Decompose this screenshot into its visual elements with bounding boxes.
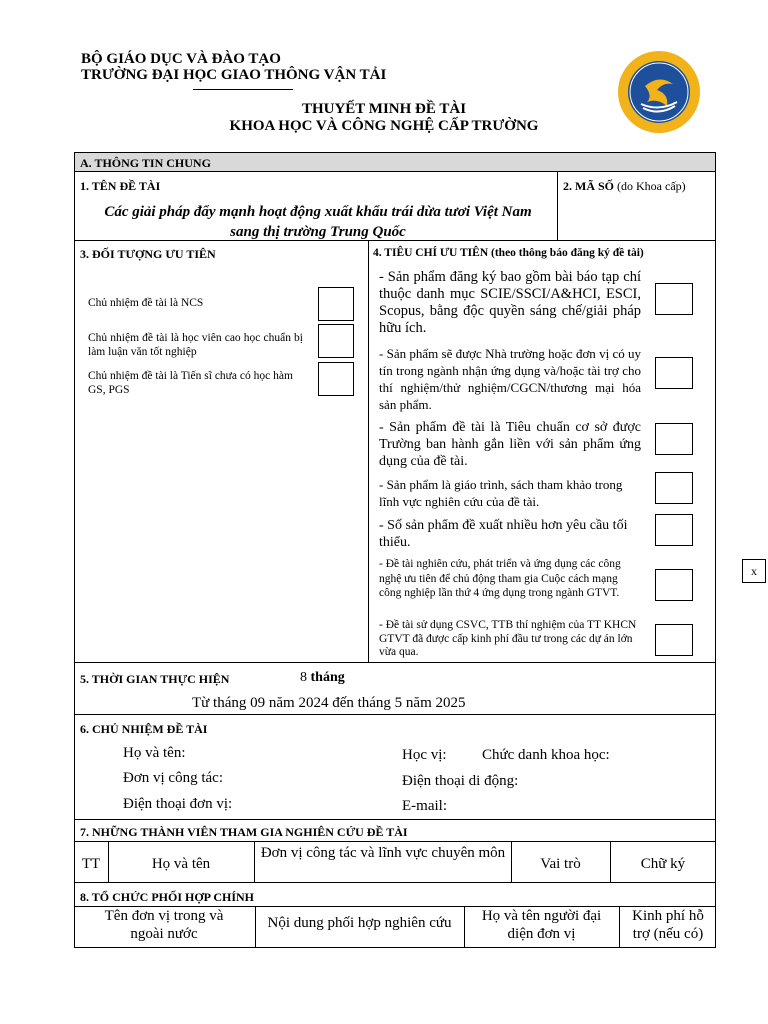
university-name: TRƯỜNG ĐẠI HỌC GIAO THÔNG VẬN TẢI (81, 67, 387, 83)
leader-label: 6. CHỦ NHIỆM ĐỀ TÀI (80, 722, 208, 736)
members-col-tt: TT (81, 856, 101, 872)
criteria-3-checkbox[interactable] (655, 423, 693, 455)
criteria-2-checkbox[interactable] (655, 357, 693, 389)
duration-unit: tháng (310, 670, 345, 685)
priority-target-2: Chủ nhiệm đề tài là học viên cao học chuẩn bị làm luận văn tốt nghiệp (88, 332, 303, 358)
partners-col-representative: Họ và tên người đại diện đơn vị (481, 908, 602, 942)
topic-line-1: Các giải pháp đẩy mạnh hoạt động xuất khẩu trái dừa tươi Việt Nam (104, 204, 532, 220)
leader-email-field[interactable]: E-mail: (402, 798, 447, 814)
members-col-signature: Chữ ký (640, 856, 686, 872)
partners-col-content: Nội dung phối hợp nghiên cứu (267, 915, 452, 931)
ministry-name: BỘ GIÁO DỤC VÀ ĐÀO TẠO (81, 51, 281, 67)
priority-target-label: 3. ĐỐI TƯỢNG ƯU TIÊN (80, 247, 216, 261)
leader-degree-field[interactable]: Học vị: (402, 747, 447, 763)
priority-criteria-label (373, 247, 644, 259)
priority-target-1: Chủ nhiệm đề tài là NCS (88, 297, 204, 309)
priority-target-2-checkbox[interactable] (318, 324, 354, 358)
leader-name-field[interactable]: Họ và tên: (123, 745, 186, 761)
form-title-line1: THUYẾT MINH ĐỀ TÀI (301, 101, 467, 117)
priority-target-1-checkbox[interactable] (318, 287, 354, 321)
leader-unit-phone-field[interactable]: Điện thoại đơn vị: (123, 796, 233, 812)
duration-range: Từ tháng 09 năm 2024 đến tháng 5 năm 2025 (192, 695, 466, 711)
criteria-6: - Đề tài nghiên cứu, phát triển và ứng dụng các công nghệ ưu tiên để chủ động tham gia Cuộc cách mạng công nghiệp lần thứ 4 ứng dụng trong ngành GTVT. (379, 558, 621, 599)
topic-line-2: sang thị trường Trung Quốc (230, 224, 406, 240)
priority-target-3: Chủ nhiệm đề tài là Tiến sĩ chưa có học hàm GS, PGS (88, 370, 293, 396)
criteria-3: - Sản phẩm đề tài là Tiêu chuẩn cơ sở được Trường ban hành gắn liền với sản phẩm ứng dụng của đề tài. (379, 420, 641, 469)
partners-col-funding: Kinh phí hỗ trợ (nếu có) (632, 908, 704, 942)
members-col-unit: Đơn vị công tác và lĩnh vực chuyên môn (260, 845, 506, 861)
code-label: 2. MÃ SỐ (563, 179, 614, 193)
leader-unit-field[interactable]: Đơn vị công tác: (123, 770, 223, 786)
topic-name (80, 202, 556, 242)
criteria-2: - Sản phẩm sẽ được Nhà trường hoặc đơn vị có uy tín trong ngành nhận ứng dụng và/hoặc tài trợ cho thí nghiệm/thử nghiệm/CGCN/thương mại hóa sản phẩm. (379, 346, 641, 412)
priority-criteria-label-text: 4. TIÊU CHÍ ƯU TIÊN (373, 247, 489, 259)
members-col-role: Vai trò (540, 856, 581, 872)
partners-label: 8. TỔ CHỨC PHỐI HỢP CHÍNH (80, 890, 255, 904)
criteria-1-checkbox[interactable] (655, 283, 693, 315)
section-a-title: A. THÔNG TIN CHUNG (80, 156, 211, 170)
header-underline (193, 89, 293, 90)
criteria-7-checkbox[interactable] (655, 624, 693, 656)
partners-col-unit: Tên đơn vị trong và ngoài nước (104, 908, 224, 942)
leader-mobile-field[interactable]: Điện thoại di động: (402, 773, 519, 789)
criteria-6-checkbox[interactable] (655, 569, 693, 601)
criteria-4-checkbox[interactable] (655, 472, 693, 504)
duration-months: 8 (300, 670, 307, 685)
code-note: (do Khoa cấp) (617, 179, 686, 193)
criteria-7: - Đề tài sử dụng CSVC, TTB thí nghiệm của TT KHCN GTVT đã được cấp kinh phí đầu tư trong các dự án lớn vừa qua. (379, 619, 637, 658)
criteria-5: - Số sản phẩm đề xuất nhiều hơn yêu cầu tối thiểu. (379, 518, 628, 550)
duration-label: 5. THỜI GIAN THỰC HIỆN (80, 672, 230, 686)
code-field (563, 179, 686, 194)
leader-title-field[interactable]: Chức danh khoa học: (482, 747, 610, 763)
criteria-4: - Sản phẩm là giáo trình, sách tham khảo trong lĩnh vực nghiên cứu của đề tài. (379, 477, 623, 509)
side-mark-box: x (742, 559, 766, 583)
criteria-1: - Sản phẩm đăng ký bao gồm bài báo tạp chí thuộc danh mục SCIE/SSCI/A&HCI, ESCI, Scopus, bằng độc quyền sáng chế/giải pháp hữu ích. (379, 269, 641, 336)
criteria-5-checkbox[interactable] (655, 514, 693, 546)
members-col-name: Họ và tên (151, 856, 211, 872)
topic-label: 1. TÊN ĐỀ TÀI (80, 179, 161, 193)
duration-value (300, 670, 345, 686)
members-label: 7. NHỮNG THÀNH VIÊN THAM GIA NGHIÊN CỨU ĐỀ TÀI (80, 825, 408, 839)
priority-criteria-label-note: (theo thông báo đăng ký đề tài) (491, 247, 644, 259)
form-title-line2: KHOA HỌC VÀ CÔNG NGHỆ CẤP TRƯỜNG (229, 118, 539, 134)
priority-target-3-checkbox[interactable] (318, 362, 354, 396)
